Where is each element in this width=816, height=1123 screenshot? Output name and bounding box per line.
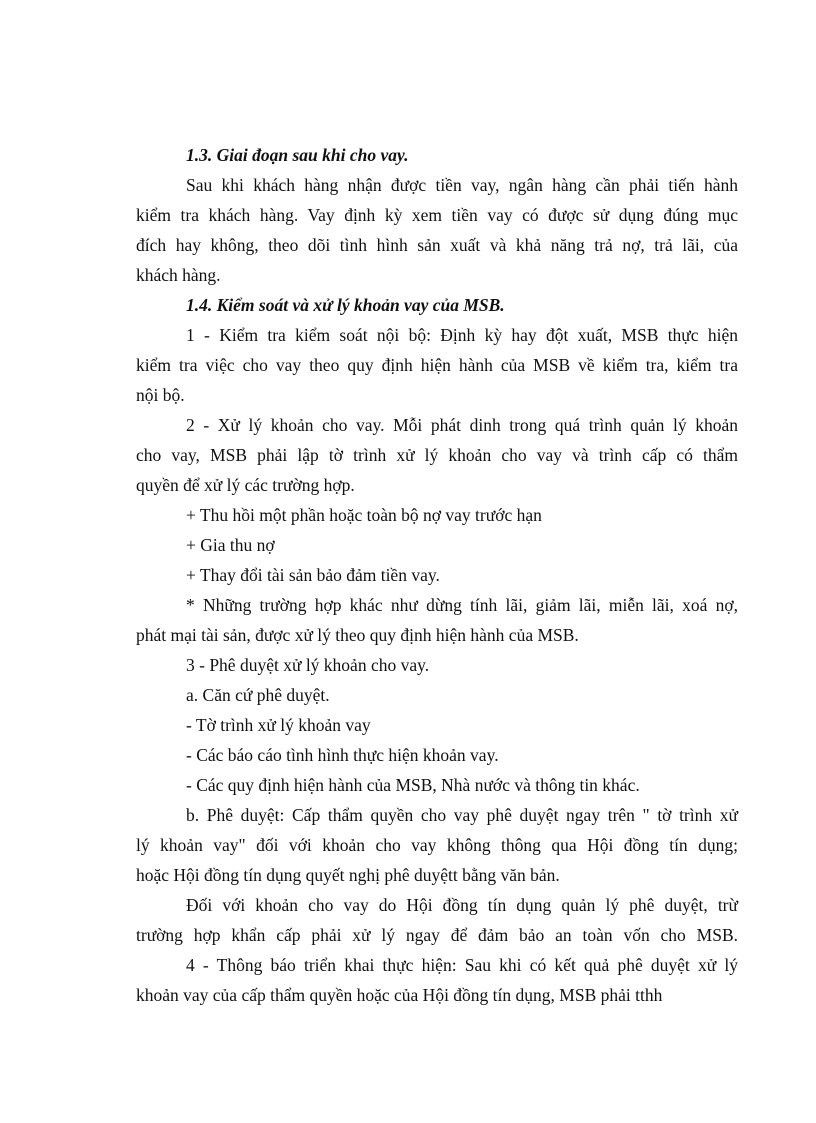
document-body bbox=[136, 140, 738, 1010]
paragraph-line: hoặc Hội đồng tín dụng quyết nghị phê duyệtt bằng văn bản. bbox=[136, 865, 560, 885]
paragraph-line: Đối với khoản cho vay do Hội đồng tín dụng quản lý phê duyệt, trừ bbox=[186, 895, 738, 915]
paragraph-line: 3 - Phê duyệt xử lý khoản cho vay. bbox=[186, 655, 430, 675]
list-item: - Các quy định hiện hành của MSB, Nhà nước và thông tin khác. bbox=[186, 775, 640, 795]
paragraph-line: cho vay, MSB phải lập tờ trình xử lý khoản cho vay và trình cấp có thẩm bbox=[136, 445, 738, 465]
list-item: + Thu hồi một phần hoặc toàn bộ nợ vay trước hạn bbox=[186, 505, 542, 525]
paragraph-line: b. Phê duyệt: Cấp thẩm quyền cho vay phê duyệt ngay trên " tờ trình xử bbox=[186, 805, 738, 825]
paragraph-line: * Những trường hợp khác như dừng tính lãi, giảm lãi, miễn lãi, xoá nợ, bbox=[186, 595, 738, 615]
heading-1-4: 1.4. Kiểm soát và xử lý khoản vay của MSB. bbox=[186, 295, 505, 315]
list-item: + Thay đổi tài sản bảo đảm tiền vay. bbox=[186, 565, 440, 585]
paragraph-line: 4 - Thông báo triển khai thực hiện: Sau khi có kết quả phê duyệt xử lý bbox=[186, 955, 738, 975]
paragraph-line: khoản vay của cấp thẩm quyền hoặc của Hội đồng tín dụng, MSB phải tthh bbox=[136, 985, 663, 1005]
paragraph-line: kiểm tra khách hàng. Vay định kỳ xem tiền vay có được sử dụng đúng mục bbox=[136, 205, 738, 225]
paragraph-line: phát mại tài sản, được xử lý theo quy định hiện hành của MSB. bbox=[136, 625, 579, 645]
list-item: - Tờ trình xử lý khoản vay bbox=[186, 715, 371, 735]
heading-1-3: 1.3. Giai đoạn sau khi cho vay. bbox=[186, 145, 409, 165]
paragraph-line: 2 - Xử lý khoản cho vay. Mỗi phát dinh trong quá trình quản lý khoản bbox=[186, 415, 738, 435]
paragraph-line: đích hay không, theo dõi tình hình sản xuất và khả năng trả nợ, trả lãi, của bbox=[136, 235, 738, 255]
paragraph-line: nội bộ. bbox=[136, 385, 185, 405]
paragraph-line: quyền để xử lý các trường hợp. bbox=[136, 475, 355, 495]
paragraph-line: trường hợp khẩn cấp phải xử lý ngay để đảm bảo an toàn vốn cho MSB. bbox=[136, 925, 738, 945]
paragraph-line: 1 - Kiểm tra kiểm soát nội bộ: Định kỳ hay đột xuất, MSB thực hiện bbox=[186, 325, 738, 345]
list-item: - Các báo cáo tình hình thực hiện khoản vay. bbox=[186, 745, 499, 765]
paragraph-line: Sau khi khách hàng nhận được tiền vay, ngân hàng cần phải tiến hành bbox=[186, 175, 738, 195]
paragraph-line: lý khoản vay" đối với khoản cho vay không thông qua Hội đồng tín dụng; bbox=[136, 835, 738, 855]
paragraph-line: kiểm tra việc cho vay theo quy định hiện hành của MSB về kiểm tra, kiểm tra bbox=[136, 355, 738, 375]
paragraph-line: a. Căn cứ phê duyệt. bbox=[186, 685, 330, 705]
paragraph-line: khách hàng. bbox=[136, 265, 221, 285]
list-item: + Gia thu nợ bbox=[186, 535, 275, 555]
